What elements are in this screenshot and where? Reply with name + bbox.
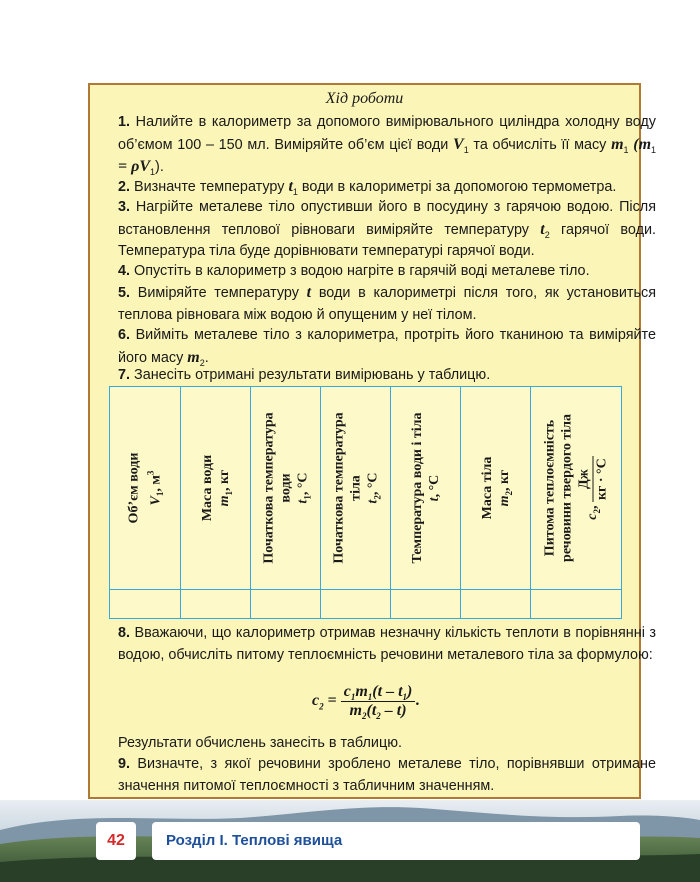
specific-heat-formula: $c_2$ = $\frac{c_1m_1(t - t_1)}{m_2(t_2 - t)}$ . <box>312 683 420 722</box>
step-7: 7. Занесіть отримані результати вимірювань у таблицю. <box>118 367 491 383</box>
work-procedure-panel <box>88 83 657 799</box>
table-header-water-mass: Маса води $m_1$, кг <box>181 387 251 589</box>
table-header-initial-body-temp: Початкова температура тіла $t_2$, °С <box>321 387 391 589</box>
table-header-water-volume: Об’єм води $V_1$, $м^3$ <box>110 387 181 589</box>
step-9: 9. Визначте, з якої речовини зроблено металеве тіло, порівнявши отримане значення питомої теплоємності з табличним значенням. <box>118 756 656 794</box>
table-header-final-temp: Температура води і тіла t, °С <box>391 387 461 589</box>
result-note: Результати обчислень занесіть в таблицю. <box>118 735 402 751</box>
table-header-specific-heat: Питома теплоємність речовини твердого тіла $c_2$, Дж кг · °С <box>542 414 610 562</box>
step-4: 4. Опустіть в калориметр з водою нагріте в гарячій воді металеве тіло. <box>118 263 590 279</box>
step-1: 1. Налийте в калориметр за допомого вимірювального циліндра холодну воду об’ємом 100 – 150 мл. Виміряйте об’єм цієї води $V_1$ та обчисліть її масу $m_1$ $(m_1 = \rho V_1)$. <box>118 114 657 177</box>
table-cell-1[interactable] <box>110 589 181 619</box>
step-8: 8. Вважаючи, що калориметр отримав незначну кількість теплоти в порівнянні з водою, обчисліть питому теплоємність речовини металевого тіла за формулою: <box>118 625 656 663</box>
section-label: Розділ І. Теплові явища <box>152 822 640 860</box>
table-header-body-mass: Маса тіла $m_2$, кг <box>461 387 531 589</box>
step-5: 5. Виміряйте температуру t води в калориметрі після того, як установиться теплова рівновага між водою й опущеним у неї тілом. <box>118 284 656 323</box>
step-2: 2. Визначте температуру $t_1$ води в калориметрі за допомогою термометра. <box>118 178 617 197</box>
table-cell-5[interactable] <box>391 589 461 619</box>
table-cell-2[interactable] <box>181 589 251 619</box>
section-title: Хід роботи <box>325 90 404 107</box>
step-6: 6. Вийміть металеве тіло з калориметра, протріть його тканиною та виміряйте його масу $m_2$. <box>118 327 656 368</box>
table-cell-3[interactable] <box>251 589 321 619</box>
table-cell-4[interactable] <box>321 589 391 619</box>
table-cell-7[interactable] <box>531 589 621 619</box>
results-table <box>109 386 622 619</box>
table-header-initial-water-temp: Початкова температура води $t_1$, °С <box>251 387 321 589</box>
step-3: 3. Нагрійте металеве тіло опустивши його в посудину з гарячою водою. Після встановлення теплової рівноваги виміряйте температуру $t_2$ гарячої води. Температура тіла буде дорівнювати температурі гарячої води. <box>118 199 657 259</box>
page-number: 42 <box>96 822 136 860</box>
table-cell-6[interactable] <box>461 589 531 619</box>
